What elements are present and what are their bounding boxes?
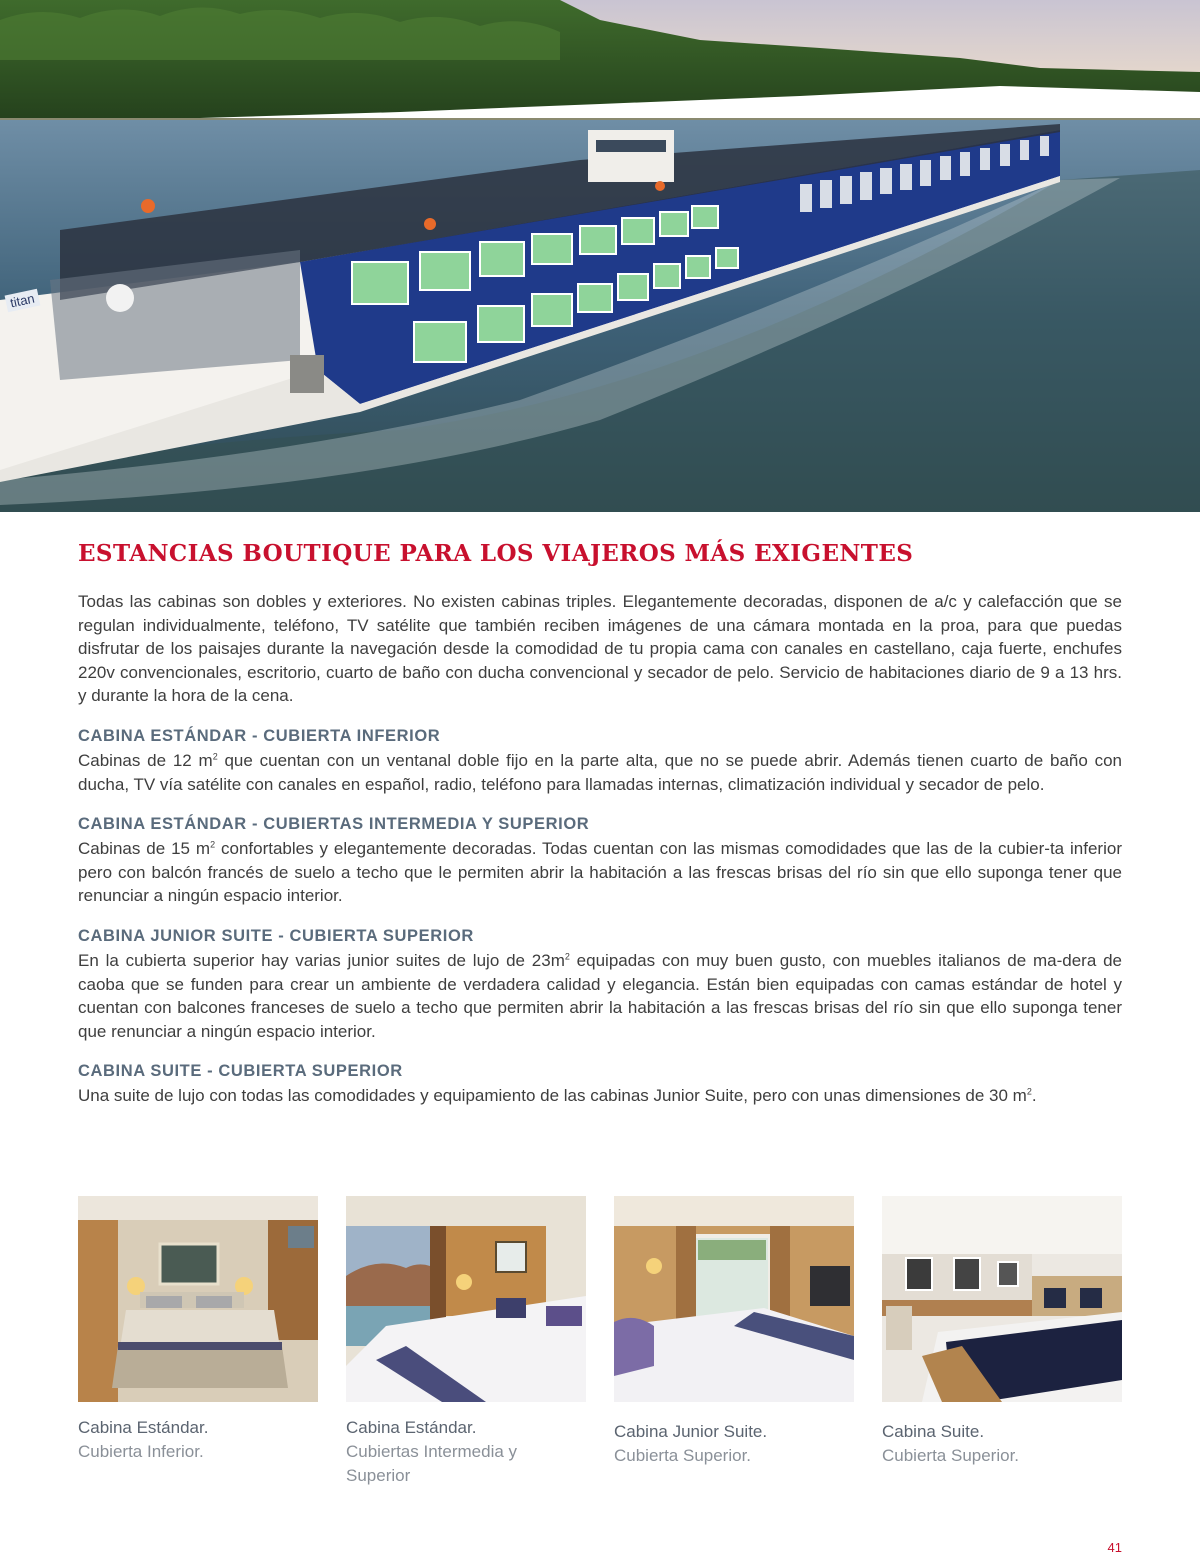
intro-paragraph: Todas las cabinas son dobles y exteriores. No existen cabinas triples. Elegantemente decoradas, disponen de a/c y calefacción que se regulan individualmente, teléfono, TV satélite que también reciben imágenes de una cámara montada en la proa, para que puedas disfrutar de los paisajes durante la navegación desde la comodidad de tu propia cama con canales en castellano, caja fuerte, enchufes 220v convencionales, escritorio, cuarto de baño con ducha convencional y secador de pelo. Servicio de habitaciones diario de 9 a 13 hrs. y durante la hora de la cena. (78, 592, 1122, 706)
cabin-gallery (78, 1196, 1122, 1496)
gallery-caption-title: Cabina Suite. (882, 1422, 985, 1441)
cabin-photo-junior-suite (614, 1196, 854, 1402)
cabin-text-suite: Una suite de lujo con todas las comodidades y equipamiento de las cabinas Junior Suite, pero con unas dimensiones de 30 $m^2$. (78, 1086, 1037, 1106)
page-number: 41 (1107, 1540, 1122, 1555)
gallery-card-standard-middle-upper (346, 1196, 586, 1488)
gallery-caption-title: Cabina Junior Suite. (614, 1422, 768, 1441)
cabins-section (78, 538, 1122, 1108)
bedroom-image (78, 1196, 318, 1402)
ship-name-label: titan (5, 289, 40, 312)
gallery-card-standard-lower (78, 1196, 318, 1464)
cabin-photo-standard-middle-upper (346, 1196, 586, 1402)
gallery-card-junior-suite (614, 1196, 854, 1468)
gallery-caption-deck: Cubierta Inferior. (78, 1442, 204, 1461)
river-cruise-ship-illustration (0, 0, 1200, 512)
bedroom-image (882, 1196, 1122, 1402)
bedroom-image (614, 1196, 854, 1402)
cabin-heading-standard-lower: CABINA ESTÁNDAR - CUBIERTA INFERIOR (78, 726, 441, 745)
bedroom-image (346, 1196, 586, 1402)
section-title: ESTANCIAS BOUTIQUE PARA LOS VIAJEROS MÁS EXIGENTES (78, 540, 914, 567)
gallery-caption-deck: Cubierta Superior. (614, 1446, 752, 1465)
gallery-caption-title: Cabina Estándar. (78, 1418, 209, 1437)
cabin-heading-standard-middle-upper: CABINA ESTÁNDAR - CUBIERTAS INTERMEDIA Y SUPERIOR (78, 815, 590, 834)
cabin-photo-standard-lower (78, 1196, 318, 1402)
gallery-caption-title: Cabina Estándar. (346, 1418, 477, 1437)
hero-photo (0, 0, 1200, 512)
gallery-caption-deck: Cubierta Superior. (882, 1446, 1020, 1465)
cabin-photo-suite (882, 1196, 1122, 1402)
cabin-text-standard-lower: Cabinas de 12 $m^2$ que cuentan con un ventanal doble fijo en la parte alta, que no se puede abrir. Además tienen cuarto de baño con ducha, TV vía satélite con canales en español, radio, teléfono para llamadas internas, climatización individual y secador de pelo. (78, 750, 1122, 794)
cabin-text-standard-middle-upper: Cabinas de 15 $m^2$ confortables y elegantemente decoradas. Todas cuentan con las mismas comodidades que las de la cubier-ta inferior pero con balcón francés de suelo a techo que le permiten abrir la habitación a las frescas brisas del río sin que ello suponga tener que renunciar a ningún espacio interior. (78, 839, 1122, 906)
cabin-heading-junior-suite: CABINA JUNIOR SUITE - CUBIERTA SUPERIOR (78, 926, 474, 945)
gallery-card-suite (882, 1196, 1122, 1468)
cabin-text-junior-suite: En la cubierta superior hay varias junior suites de lujo de $23m^2$ equipadas con muy buen gusto, con muebles italianos de ma-dera de caoba que se funden para crear un ambiente de verdadera calidad y elegancia. Están bien equipadas con camas estándar de hotel y cuentan con balcones franceses de suelo a techo que permiten abrir la habitación a las frescas brisas del río sin que ello suponga tener que renunciar a ningún espacio interior. (78, 950, 1122, 1041)
gallery-caption-deck: Cubiertas Intermedia y Superior (346, 1442, 518, 1485)
cabin-heading-suite: CABINA SUITE - CUBIERTA SUPERIOR (78, 1062, 403, 1081)
